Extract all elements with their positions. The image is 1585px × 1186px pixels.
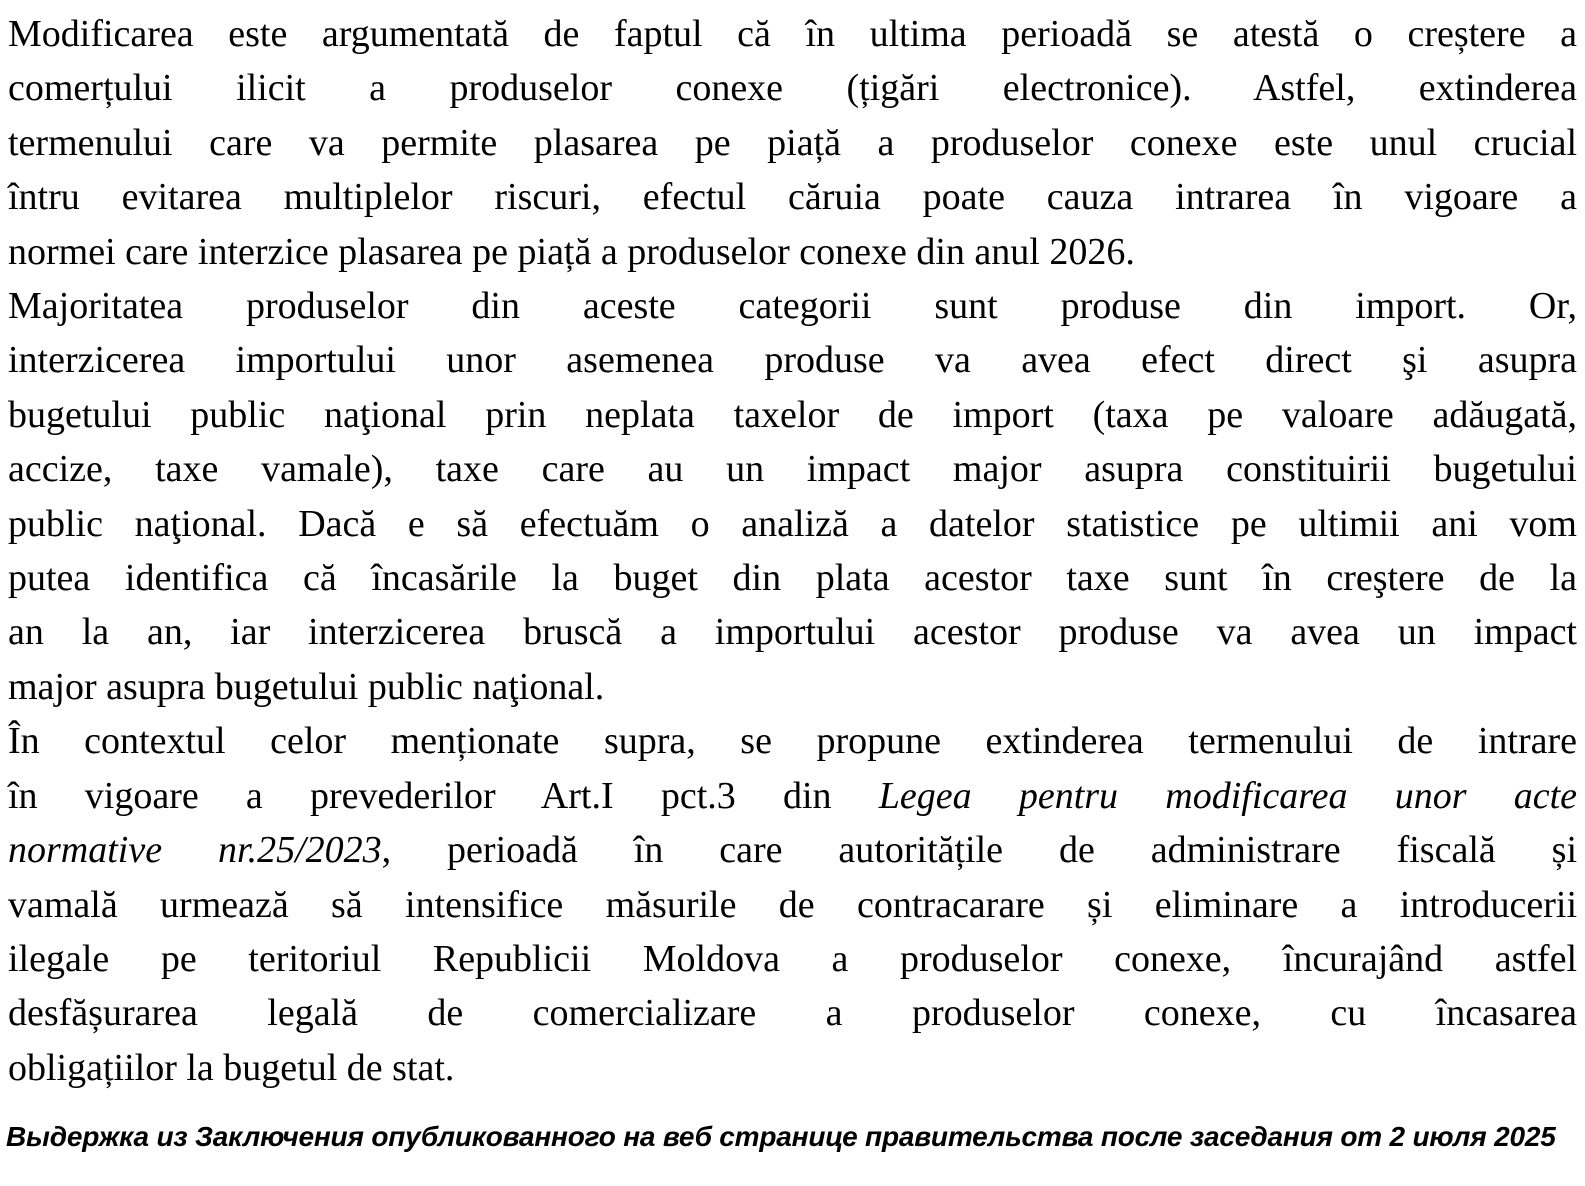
text-line	[8, 497, 1577, 551]
text-line	[8, 986, 1577, 1040]
line-text: obligațiilor la bugetul de stat.	[8, 1046, 455, 1089]
line-text: interzicerea importului unor asemenea produse va avea efect direct şi asupra	[8, 339, 1577, 382]
line-text: bugetului public naţional prin neplata taxelor de import (taxa pe valoare adăugată,	[8, 393, 1577, 436]
line-text: ilegale pe teritoriul Republicii Moldova a produselor conexe, încurajând astfel	[8, 937, 1577, 980]
text-line	[8, 116, 1577, 170]
line-text: major asupra bugetului public naţional.	[8, 665, 605, 708]
line-text: public naţional. Dacă e să efectuăm o analiză a datelor statistice pe ultimii ani vom	[8, 502, 1577, 545]
text-line	[8, 442, 1577, 496]
text-line	[8, 225, 1577, 279]
text-line	[8, 769, 1577, 823]
text-line	[8, 388, 1577, 442]
line-text: comerțului ilicit a produselor conexe (țigări electronice). Astfel, extinderea	[8, 67, 1577, 110]
text-line	[8, 878, 1577, 932]
line-text: accize, taxe vamale), taxe care au un impact major asupra constituirii bugetului	[8, 448, 1577, 491]
text-line	[8, 61, 1577, 115]
line-text: Majoritatea produselor din aceste categorii sunt produse din import. Or,	[8, 285, 1577, 328]
text-line	[8, 714, 1577, 768]
italic-law-title-text: Legea pentru modificarea unor acte	[878, 774, 1577, 817]
line-text: , perioadă în care autoritățile de administrare fiscală și	[381, 829, 1578, 872]
text-line	[8, 660, 1577, 714]
italic-law-title-text: normative nr.25/2023	[8, 829, 382, 872]
line-text: an la an, iar interzicerea bruscă a importului acestor produse va avea un impact	[8, 611, 1577, 654]
line-text: vamală urmează să intensifice măsurile de contracarare și eliminare a introducerii	[8, 883, 1577, 926]
line-text: În contextul celor menționate supra, se propune extinderea termenului de intrare	[8, 720, 1577, 763]
text-line	[8, 1041, 1577, 1095]
text-line	[8, 170, 1577, 224]
line-text: Modificarea este argumentată de faptul că în ultima perioadă se atestă o creștere a	[8, 13, 1577, 55]
line-text: putea identifica că încasările la buget din plata acestor taxe sunt în creştere de la	[8, 557, 1577, 600]
line-text: în vigoare a prevederilor Art.I pct.3 din	[8, 774, 879, 817]
text-line	[8, 605, 1577, 659]
line-text: normei care interzice plasarea pe piață a produselor conexe din anul 2026.	[8, 230, 1135, 273]
line-text: desfășurarea legală de comercializare a produselor conexe, cu încasarea	[8, 992, 1577, 1035]
line-text: termenului care va permite plasarea pe piață a produselor conexe este unul crucial	[8, 121, 1577, 164]
text-line	[8, 932, 1577, 986]
text-line	[8, 551, 1577, 605]
line-text: întru evitarea multiplelor riscuri, efectul căruia poate cauza intrarea în vigoare a	[8, 176, 1577, 219]
text-line	[8, 279, 1577, 333]
source-caption: Выдержка из Заключения опубликованного на веб странице правительства после заседания от 2 июля 2025	[6, 1121, 1556, 1153]
text-line	[8, 7, 1577, 61]
text-line	[8, 333, 1577, 387]
text-line	[8, 823, 1577, 877]
